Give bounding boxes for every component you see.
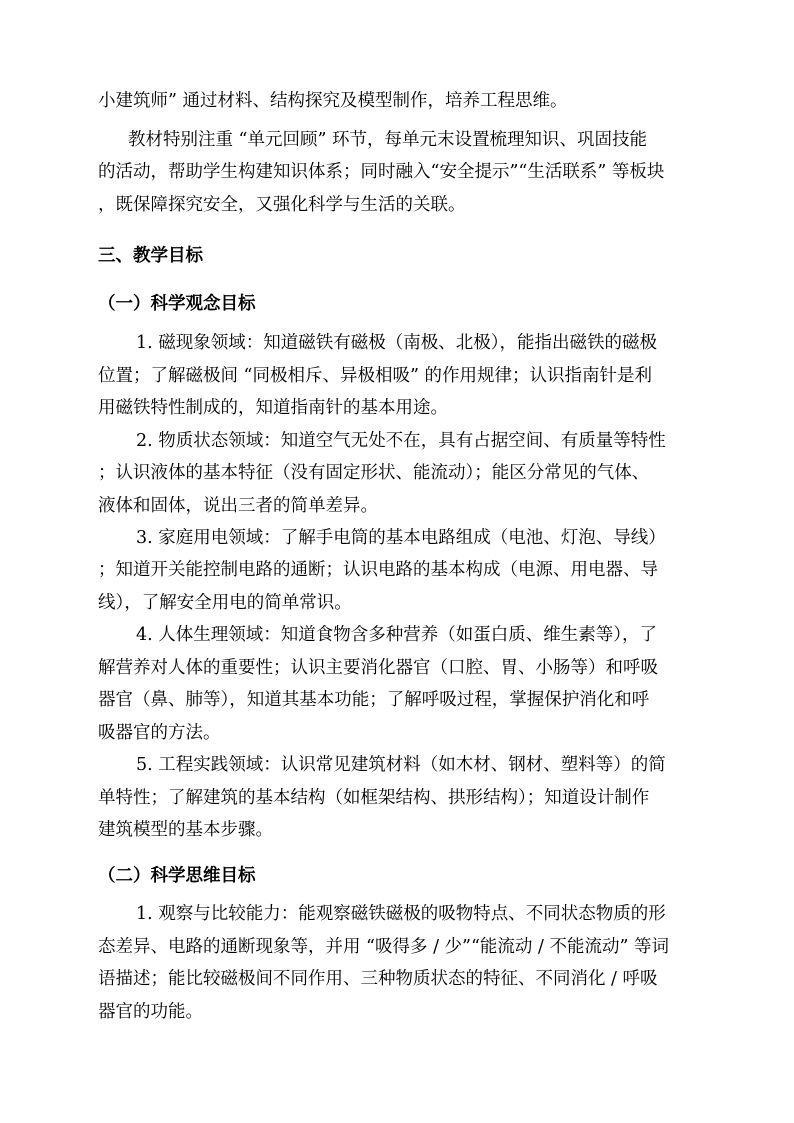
paragraph-line: 器官的功能。 [98,1002,203,1022]
paragraph-line: ；认识液体的基本特征（没有固定形状、能流动）；能区分常见的气体、 [98,463,650,483]
paragraph-line: 3. 家庭用电领域：了解手电筒的基本电路组成（电池、灯泡、导线） [136,528,666,548]
paragraph-line: 语描述；能比较磁极间不同作用、三种物质状态的特征、不同消化 / 呼吸 [98,969,658,989]
paragraph-line: 小建筑师” 通过材料、结构探究及模型制作，培养工程思维。 [98,91,568,111]
section-heading: 三、教学目标 [98,246,203,266]
paragraph-line: ；知道开关能控制电路的通断；认识电路的基本构成（电源、用电器、导 [98,560,658,580]
paragraph-line: ，既保障探究安全，又强化科学与生活的关联。 [98,195,466,215]
paragraph-line: 线），了解安全用电的简单常识。 [98,593,352,613]
subsection-heading: （二）科学思维目标 [98,866,256,886]
paragraph-line: 的活动，帮助学生构建知识体系；同时融入“安全提示”“生活联系” 等板块 [98,162,665,182]
paragraph-line: 单特性；了解建筑的基本结构（如框架结构、拱形结构）；知道设计制作 [98,788,650,808]
paragraph-line: 器官（鼻、肺等），知道其基本功能；了解呼吸过程，掌握保护消化和呼 [98,690,650,710]
paragraph-line: 液体和固体，说出三者的简单差异。 [98,496,378,516]
paragraph-line: 1. 观察与比较能力：能观察磁铁磁极的吸物特点、不同状态物质的形 [136,904,666,924]
paragraph-line: 解营养对人体的重要性；认识主要消化器官（口腔、胃、小肠等）和呼吸 [98,658,658,678]
paragraph-line: 吸器官的方法。 [98,723,221,743]
paragraph-line: 位置；了解磁极间 “同极相斥、异极相吸” 的作用规律；认识指南针是利 [98,366,653,386]
paragraph-line: 态差异、电路的通断现象等，并用 “吸得多 / 少”“能流动 / 不能流动” 等词 [98,937,669,957]
paragraph-line: 4. 人体生理领域：知道食物含多种营养（如蛋白质、维生素等），了 [136,625,658,645]
paragraph-line: 2. 物质状态领域：知道空气无处不在，具有占据空间、有质量等特性 [136,431,666,451]
paragraph-line: 用磁铁特性制成的，知道指南针的基本用途。 [98,398,448,418]
paragraph-line: 建筑模型的基本步骤。 [98,820,273,840]
paragraph-line: 教材特别注重 “单元回顾” 环节，每单元末设置梳理知识、巩固技能 [128,130,648,150]
paragraph-line: 5. 工程实践领域：认识常见建筑材料（如木材、钢材、塑料等）的简 [136,755,666,775]
subsection-heading: （一）科学观念目标 [98,294,256,314]
paragraph-line: 1. 磁现象领域：知道磁铁有磁极（南极、北极），能指出磁铁的磁极 [136,333,658,353]
